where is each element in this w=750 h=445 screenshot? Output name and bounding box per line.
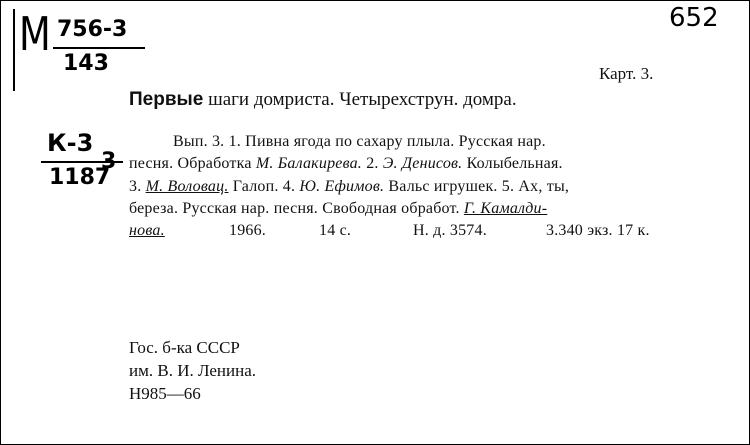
- side-code-bottom: 1187: [49, 165, 111, 190]
- page-count: 14 с.: [319, 222, 352, 239]
- description-line-3: 3. М. Воловац. Галоп. 4. Ю. Ефимов. Вальс игрушек. 5. Ах, ты,: [129, 178, 570, 195]
- title-first-word: Первые: [129, 89, 204, 110]
- margin-letter: М: [19, 7, 51, 61]
- side-code-top: К-3: [47, 129, 94, 157]
- description-line-5-author: нова.: [129, 222, 165, 239]
- side-mark: 3: [101, 149, 117, 174]
- shelf-number-bottom: 143: [63, 51, 109, 76]
- library-line-3: Н985—66: [129, 384, 201, 403]
- library-line-1: Гос. б-ка СССР: [129, 338, 240, 357]
- title-rest: шаги домриста. Четырехструн. домра.: [208, 89, 517, 110]
- description-line-1: Вып. 3. 1. Пивна ягода по сахару плыла. Русская нар.: [173, 133, 546, 150]
- plate-number: Н. д. 3574.: [413, 222, 487, 239]
- print-run-price: 3.340 экз. 17 к.: [546, 222, 650, 239]
- corner-number: 652: [669, 3, 719, 33]
- shelf-fraction-line: [53, 47, 145, 49]
- shelf-number-top: 756-3: [57, 17, 128, 42]
- library-line-2: им. В. И. Ленина.: [129, 361, 257, 380]
- margin-bracket-vertical: [13, 9, 15, 91]
- description-line-2: песня. Обработка М. Балакирева. 2. Э. Денисов. Колыбельная.: [129, 155, 563, 172]
- publication-year: 1966.: [229, 222, 266, 239]
- description-line-4: береза. Русская нар. песня. Свободная обработ. Г. Камалди-: [129, 200, 548, 217]
- card-label: Карт. 3.: [599, 64, 654, 83]
- title: [129, 89, 517, 111]
